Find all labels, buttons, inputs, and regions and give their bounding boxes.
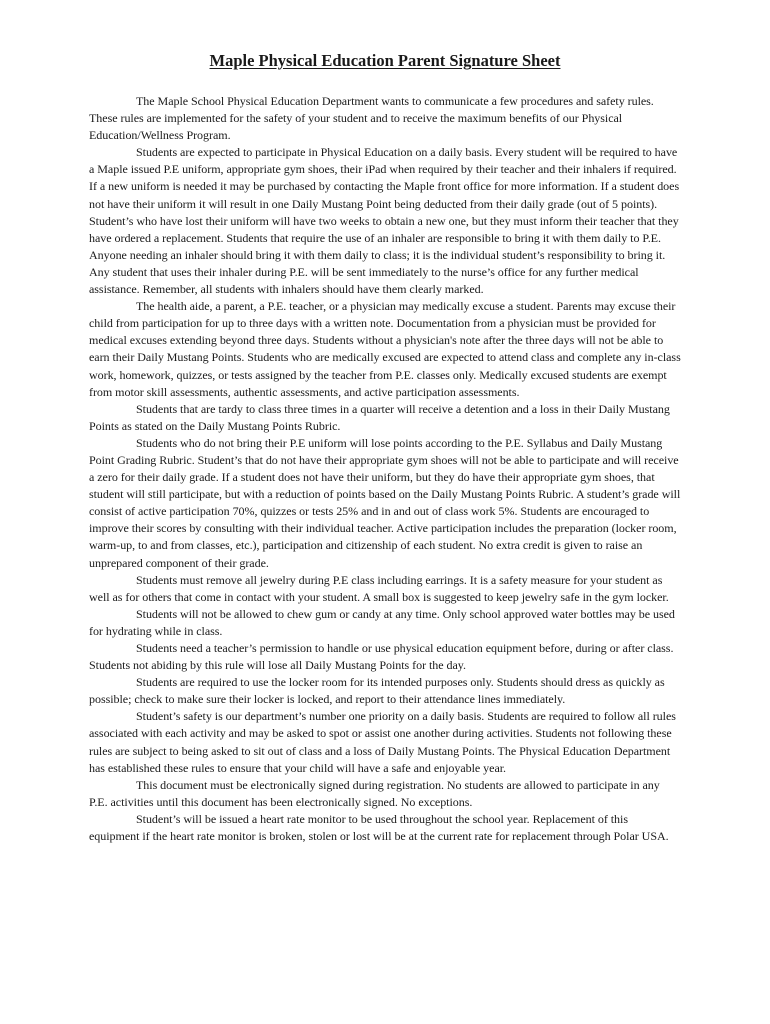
document-body xyxy=(89,93,681,845)
paragraph-participation-uniform: Students are expected to participate in Physical Education on a daily basis. Every student will be required to have a Maple issued P.E uniform, appropriate gym shoes, their iPad when required by their teacher and their inhalers if required. If a new uniform is needed it may be purchased by contacting the Maple front office for more information. If a student does not have their uniform it will result in one Daily Mustang Point being deducted from their daily grade (out of 5 points). Student’s who have lost their uniform will have two weeks to obtain a new one, but they must inform their teacher that they have ordered a replacement. Students that require the use of an inhaler are responsible to bring it with them daily to P.E. Anyone needing an inhaler should bring it with them daily to class; it is the individual student’s responsibility to bring it. Any student that uses their inhaler during P.E. will be sent immediately to the nurse’s office for any further medical assistance. Remember, all students with inhalers should have them clearly marked. xyxy=(89,145,680,297)
paragraph-safety: Student’s safety is our department’s number one priority on a daily basis. Students are required to follow all rules associated with each activity and may be asked to spot or assist one another during activities. Students not following these rules are subject to being asked to sit out of class and a loss of Daily Mustang Points. The Physical Education Department has established these rules to ensure that your child will have a safe and enjoyable year. xyxy=(89,709,676,775)
paragraph-signature: This document must be electronically signed during registration. No students are allowed to participate in any P.E. activities until this document has been electronically signed. No exceptions. xyxy=(89,777,660,809)
document-title: Maple Physical Education Parent Signature Sheet xyxy=(209,51,561,70)
paragraph-heart-rate-monitor: Student’s will be issued a heart rate monitor to be used throughout the school year. Replacement of this equipment if the heart rate monitor is broken, stolen or lost will be at the current rate for replacement through Polar USA. xyxy=(89,811,669,844)
paragraph-gum-water: Students will not be allowed to chew gum or candy at any time. Only school approved water bottles may be used for hydrating while in class. xyxy=(89,606,675,638)
paragraph-locker-room: Students are required to use the locker room for its intended purposes only. Students should dress as quickly as possible; check to make sure their locker is locked, and report to their attendance lines immediately. xyxy=(89,675,665,707)
paragraph-medical-excuse: The health aide, a parent, a P.E. teacher, or a physician may medically excuse a student. Parents may excuse their child from participation for up to three days with a written note. Documentation from a physician must be provided for medical excuses extending beyond three days. Students without a physician's note after the three days will not be able to earn their Daily Mustang Points. Students who are medically excused are expected to attend class and complete any in-class work, homework, quizzes, or tests assigned by the teacher from P.E. classes only. Medically excused students are exempt from motor skill assessments, authentic assessments, and active participation assessments. xyxy=(89,299,681,399)
paragraph-intro: The Maple School Physical Education Department wants to communicate a few procedures and safety rules. These rules are implemented for the safety of your student and to receive the maximum benefits of our Physical Education/Wellness Program. xyxy=(89,94,654,143)
paragraph-jewelry: Students must remove all jewelry during P.E class including earrings. It is a safety measure for your student as well as for others that come in contact with your student. A small box is suggested to keep jewelry safe in the gym locker. xyxy=(89,572,669,604)
paragraph-grading: Students who do not bring their P.E uniform will lose points according to the P.E. Syllabus and Daily Mustang Point Grading Rubric. Student’s that do not have their appropriate gym shoes will not be able to participate and will receive a zero for their daily grade. If a student does not have their uniform, but they do have their appropriate gym shoes, that student will still participate, but with a reduction of points based on the Daily Mustang Points Rubric. A student’s grade will consist of active participation 70%, quizzes or tests 25% and in and out of class work 5%. Students are encouraged to improve their scores by consulting with their individual teacher. Active participation includes the preparation (locker room, warm-up, to and from classes, etc.), participation and citizenship of each student. No extra credit is given to raise an unprepared component of their grade. xyxy=(89,435,681,570)
paragraph-tardy: Students that are tardy to class three times in a quarter will receive a detention and a loss in their Daily Mustang Points as stated on the Daily Mustang Points Rubric. xyxy=(89,401,670,433)
paragraph-equipment: Students need a teacher’s permission to handle or use physical education equipment before, during or after class. Students not abiding by this rule will lose all Daily Mustang Points for the day. xyxy=(89,641,674,673)
